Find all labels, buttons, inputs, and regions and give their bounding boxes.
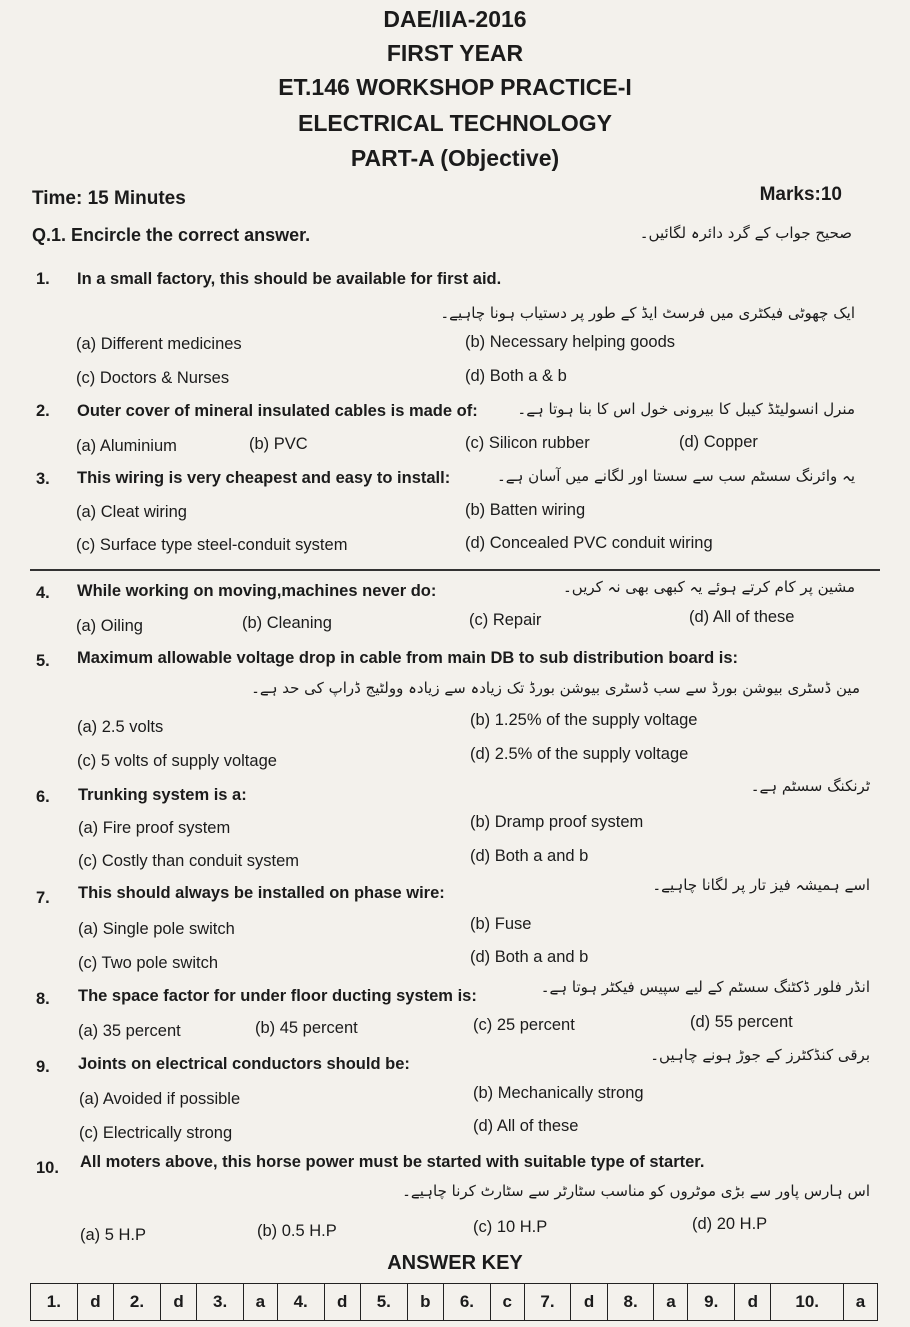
option-a: (a) Single pole switch [78, 920, 235, 938]
option-d: (d) 55 percent [690, 1013, 793, 1031]
answer-key-question: 4. [277, 1284, 324, 1321]
option-d: (d) Both a and b [470, 847, 589, 865]
question-urdu: مین ڈسٹری بیوشن بورڈ سے سب ڈسٹری بیوشن بورڈ تک زیادہ سے زیادہ وولٹیج ڈراپ کی حد ہے۔ [251, 679, 860, 697]
part-title: PART-A (Objective) [350, 145, 560, 171]
option-b: (b) Dramp proof system [470, 813, 644, 831]
answer-key-answer: d [571, 1284, 607, 1321]
option-b: (b) Mechanically strong [473, 1084, 644, 1102]
answer-key-answer: a [654, 1284, 688, 1321]
answer-key-answer: b [407, 1284, 443, 1321]
question-number: 3. [36, 470, 50, 488]
subject-title: ELECTRICAL TECHNOLOGY [298, 110, 612, 136]
answer-key-answer: d [160, 1284, 196, 1321]
question-text: Maximum allowable voltage drop in cable from main DB to sub distribution board is: [77, 649, 738, 667]
total-marks: Marks:10 [759, 184, 842, 205]
answer-key-question: 6. [444, 1284, 491, 1321]
answer-key-question: 3. [197, 1284, 244, 1321]
answer-key-question: 10. [771, 1284, 843, 1321]
question-text: The space factor for under floor ducting system is: [78, 987, 477, 1005]
question-text: This wiring is very cheapest and easy to install: [77, 469, 451, 487]
option-c: (c) Two pole switch [78, 954, 218, 972]
course-title: ET.146 WORKSHOP PRACTICE-I [278, 74, 632, 100]
question-urdu: مشین پر کام کرتے ہوئے یہ کبھی بھی نہ کریں۔ [562, 578, 855, 596]
question-text: Joints on electrical conductors should be: [78, 1055, 410, 1073]
answer-key-answer: a [843, 1284, 877, 1321]
question-urdu: ایک چھوٹی فیکٹری میں فرسٹ ایڈ کے طور پر دستیاب ہونا چاہیے۔ [440, 304, 855, 322]
option-a: (a) Aluminium [76, 437, 177, 455]
option-a: (a) 5 H.P [80, 1226, 147, 1244]
option-c: (c) 10 H.P [473, 1218, 548, 1236]
question-number: 10. [36, 1159, 59, 1177]
question-number: 9. [36, 1058, 50, 1076]
answer-key-question: 5. [360, 1284, 407, 1321]
option-c: (c) 25 percent [473, 1016, 575, 1034]
question-number: 8. [36, 990, 50, 1008]
option-d: (d) Copper [679, 433, 758, 451]
question-text: Outer cover of mineral insulated cables is made of: [77, 402, 478, 420]
answer-key-answer: c [490, 1284, 524, 1321]
question-number: 6. [36, 788, 50, 806]
question-text: While working on moving,machines never do: [77, 582, 437, 600]
question-number: 5. [36, 652, 50, 670]
answer-key-answer: d [324, 1284, 360, 1321]
option-d: (d) All of these [473, 1117, 579, 1135]
option-b: (b) Batten wiring [465, 501, 586, 519]
question-urdu: یہ وائرنگ سسٹم سب سے سستا اور لگانے میں آسان ہے۔ [497, 467, 855, 485]
section-divider [30, 569, 880, 571]
option-a: (a) Oiling [76, 617, 143, 635]
question-urdu: اس ہارس پاور سے بڑی موٹروں کو مناسب سٹارٹر سے سٹارٹ کرنا چاہیے۔ [402, 1182, 870, 1200]
answer-key-question: 8. [607, 1284, 654, 1321]
question-text: All moters above, this horse power must be started with suitable type of starter. [80, 1153, 705, 1171]
option-a: (a) Avoided if possible [79, 1090, 241, 1108]
exam-code: DAE/IIA-2016 [383, 6, 527, 32]
answer-key-title: ANSWER KEY [387, 1252, 523, 1274]
option-c: (c) Electrically strong [79, 1124, 233, 1142]
answer-key-table [30, 1283, 878, 1321]
answer-key-answer: d [77, 1284, 113, 1321]
question-urdu: برقی کنڈکٹرز کے جوڑ ہونے چاہیں۔ [650, 1046, 870, 1064]
question-urdu: منرل انسولیٹڈ کیبل کا بیرونی خول اس کا بنا ہوتا ہے۔ [517, 400, 855, 418]
option-a: (a) Cleat wiring [76, 503, 187, 521]
option-c: (c) Doctors & Nurses [76, 369, 230, 387]
answer-key-answer: d [735, 1284, 771, 1321]
option-d: (d) 20 H.P [692, 1215, 768, 1233]
question-number: 7. [36, 889, 50, 907]
question-text: In a small factory, this should be available for first aid. [77, 270, 502, 288]
option-b: (b) 45 percent [255, 1019, 358, 1037]
question-text: This should always be installed on phase wire: [78, 884, 445, 902]
question-text: Trunking system is a: [78, 786, 247, 804]
answer-key-question: 2. [114, 1284, 161, 1321]
option-d: (d) 2.5% of the supply voltage [470, 745, 689, 763]
option-a: (a) 2.5 volts [77, 718, 164, 736]
option-b: (b) 0.5 H.P [257, 1222, 337, 1240]
option-b: (b) Fuse [470, 915, 532, 933]
option-c: (c) Costly than conduit system [78, 852, 299, 870]
question-urdu: انڈر فلور ڈکٹنگ سسٹم کے لیے سپیس فیکٹر ہوتا ہے۔ [540, 978, 870, 996]
instruction-ur: صحیح جواب کے گرد دائرہ لگائیں۔ [639, 224, 852, 242]
option-c: (c) Silicon rubber [465, 434, 590, 452]
option-b: (b) PVC [249, 435, 308, 453]
option-a: (a) Different medicines [76, 335, 242, 353]
answer-key-question: 1. [31, 1284, 78, 1321]
question-urdu: اسے ہمیشہ فیز تار پر لگانا چاہیے۔ [652, 876, 870, 894]
answer-key-row [31, 1284, 878, 1321]
question-urdu: ٹرنکنگ سسٹم ہے۔ [750, 777, 870, 795]
option-d: (d) All of these [689, 608, 795, 626]
question-number: 1. [36, 270, 50, 288]
option-c: (c) Repair [469, 611, 542, 629]
option-c: (c) Surface type steel-conduit system [76, 536, 348, 554]
option-d: (d) Both a and b [470, 948, 589, 966]
option-d: (d) Concealed PVC conduit wiring [465, 534, 713, 552]
question-number: 2. [36, 402, 50, 420]
answer-key-answer: a [243, 1284, 277, 1321]
answer-key-question: 9. [688, 1284, 735, 1321]
option-d: (d) Both a & b [465, 367, 567, 385]
option-c: (c) 5 volts of supply voltage [77, 752, 277, 770]
time-allowed: Time: 15 Minutes [32, 188, 186, 209]
question-number: 4. [36, 584, 50, 602]
option-b: (b) 1.25% of the supply voltage [470, 711, 698, 729]
instruction-en: Q.1. Encircle the correct answer. [32, 225, 311, 245]
answer-key-question: 7. [524, 1284, 571, 1321]
option-a: (a) 35 percent [78, 1022, 181, 1040]
option-b: (b) Cleaning [242, 614, 332, 632]
year-title: FIRST YEAR [386, 40, 524, 66]
option-b: (b) Necessary helping goods [465, 333, 676, 351]
option-a: (a) Fire proof system [78, 819, 231, 837]
